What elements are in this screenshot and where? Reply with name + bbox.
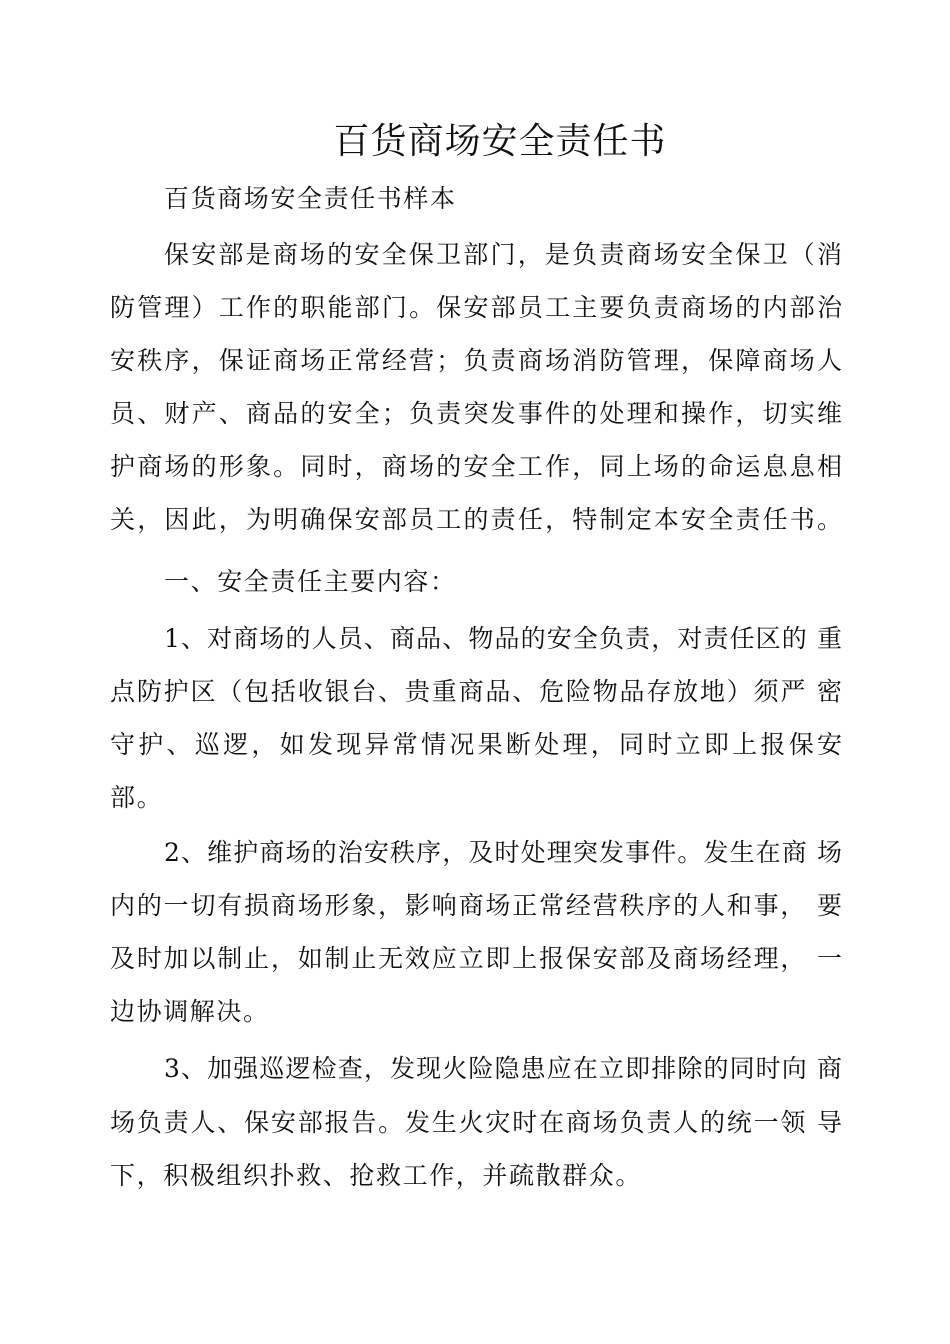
paragraph-line: 内的一切有损商场形象，影响商场正常经营秩序的人和事， 要 [110, 891, 842, 920]
paragraph-line: 部。 [110, 783, 164, 812]
paragraph-line: 守护、巡逻，如发现异常情况果断处理，同时立即上报保安 [110, 730, 842, 759]
paragraph-line: 边协调解决。 [110, 997, 270, 1026]
paragraph-line: 员、财产、商品的安全；负责突发事件的处理和操作，切实维 [110, 399, 842, 428]
paragraph-line: 下，积极组织扑救、抢救工作，并疏散群众。 [110, 1161, 643, 1190]
paragraph-line: 关，因此，为明确保安部员工的责任，特制定本安全责任书。 [110, 505, 842, 534]
document-subtitle: 百货商场安全责任书样本 [164, 184, 457, 213]
paragraph-line: 点防护区（包括收银台、贵重商品、危险物品存放地）须严 密 [110, 677, 842, 706]
paragraph-line: 保安部是商场的安全保卫部门，是负责商场安全保卫（消 [164, 240, 842, 269]
paragraph-line: 场负责人、保安部报告。发生火灾时在商场负责人的统一领 导 [110, 1108, 842, 1137]
document-title: 百货商场安全责任书 [333, 121, 667, 162]
paragraph-line: 护商场的形象。同时，商场的安全工作，同上场的命运息息相 [110, 452, 842, 481]
paragraph-line: 及时加以制止，如制止无效应立即上报保安部及商场经理， 一 [110, 944, 842, 973]
paragraph-line: 防管理）工作的职能部门。保安部员工主要负责商场的内部治 [110, 293, 842, 322]
paragraph-line: 安秩序，保证商场正常经营；负责商场消防管理，保障商场人 [110, 346, 842, 375]
paragraph-line: 3、加强巡逻检查，发现火险隐患应在立即排除的同时向 商 [164, 1054, 842, 1083]
paragraph-line: 2、维护商场的治安秩序，及时处理突发事件。发生在商 场 [164, 838, 842, 867]
section-heading: 一、安全责任主要内容： [164, 567, 457, 596]
paragraph-line: 1、对商场的人员、商品、物品的安全负责，对责任区的 重 [164, 624, 842, 653]
